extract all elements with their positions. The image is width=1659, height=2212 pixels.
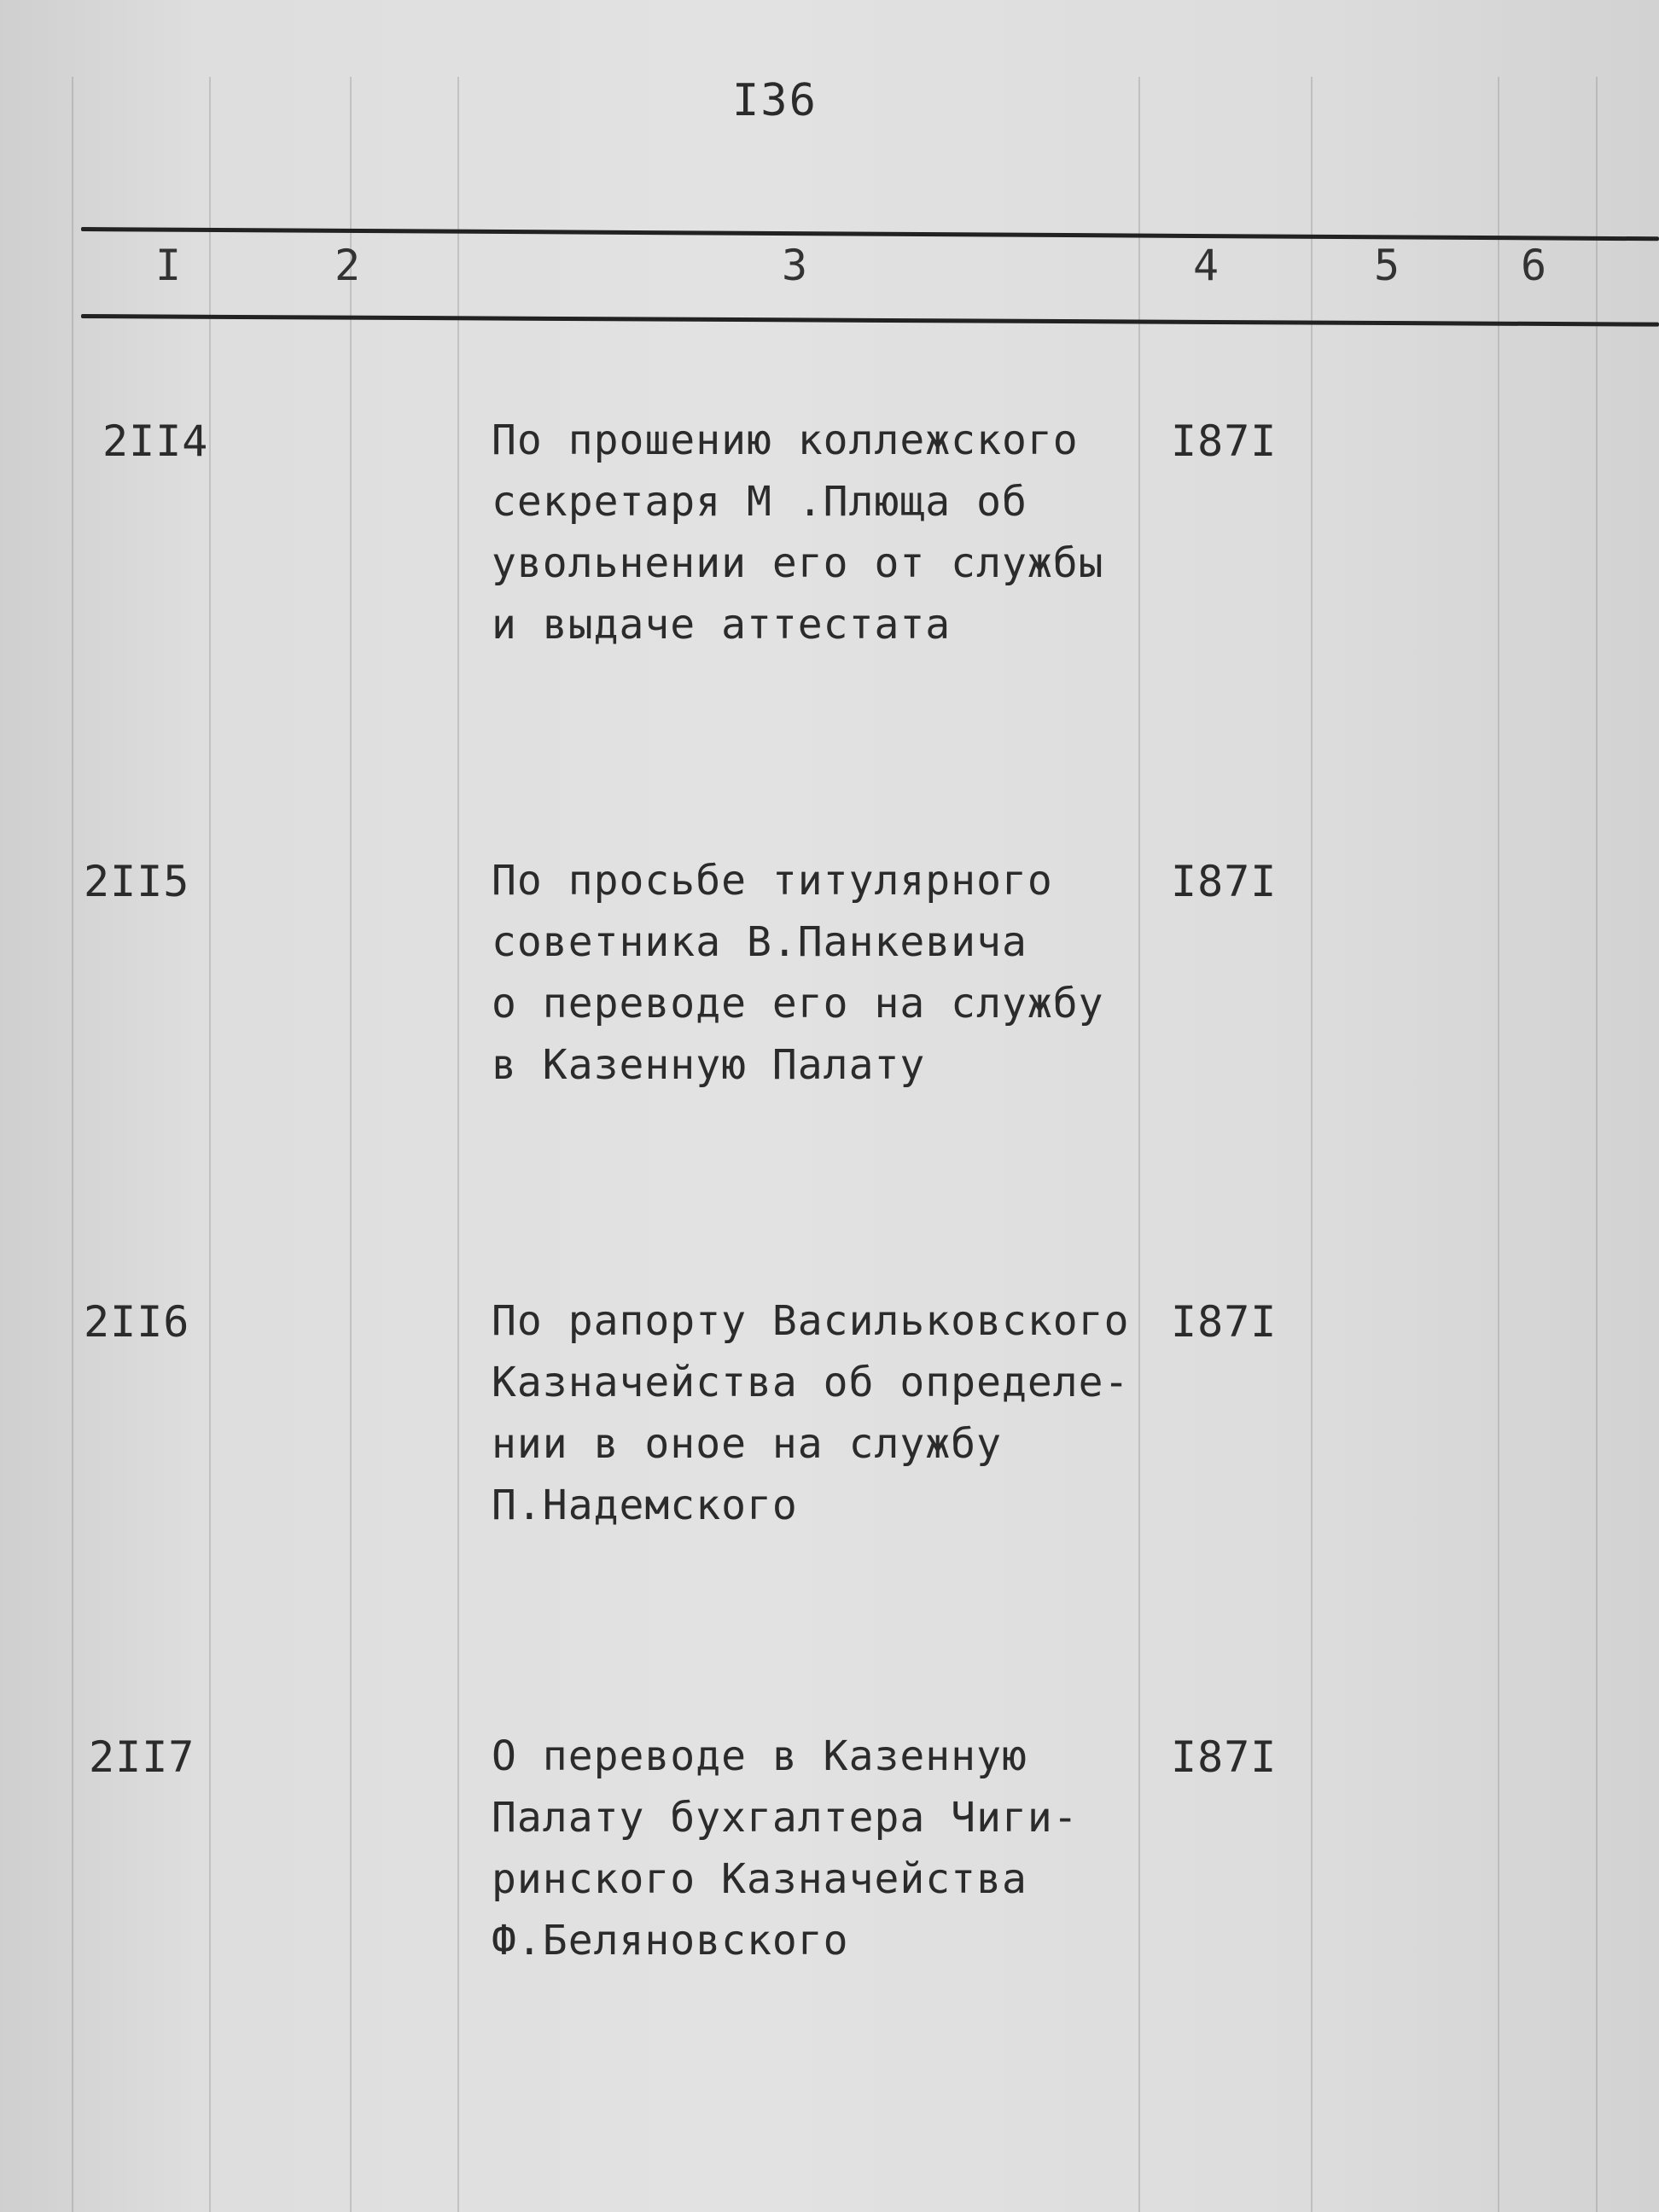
column-divider <box>1596 77 1598 2212</box>
entry-line: увольнении его от службы <box>492 539 1104 587</box>
entry-line: в Казенную Палату <box>492 1041 926 1089</box>
column-header-6: 6 <box>1521 241 1547 290</box>
entry-line: П.Надемского <box>492 1481 798 1529</box>
entry-line: По прошению коллежского <box>492 416 1079 464</box>
entry-line: о переводе его на службу <box>492 980 1104 1027</box>
header-rule-bottom <box>81 314 1659 327</box>
page-number: I36 <box>732 75 818 126</box>
entry-line: Казначейства об определе- <box>492 1359 1130 1406</box>
column-divider <box>72 77 73 2212</box>
column-header-2: 2 <box>335 241 361 290</box>
column-divider <box>457 77 459 2212</box>
entry-line: Ф.Беляновского <box>492 1917 849 1965</box>
entry-number: 2II6 <box>84 1297 190 1347</box>
header-rule-top <box>81 227 1659 241</box>
entry-line: советника В.Панкевича <box>492 918 1027 966</box>
entry-line: и выдаче аттестата <box>492 601 952 649</box>
column-header-5: 5 <box>1374 241 1400 290</box>
entry-year: I87I <box>1171 416 1278 466</box>
column-header-4: 4 <box>1193 241 1220 290</box>
entry-line: О переводе в Казенную <box>492 1732 1027 1780</box>
entry-year: I87I <box>1171 1297 1278 1347</box>
entry-year: I87I <box>1171 857 1278 906</box>
entry-description <box>492 1726 1260 1971</box>
entry-description <box>492 410 1260 655</box>
entry-description <box>492 850 1260 1096</box>
entry-number: 2II4 <box>102 416 209 466</box>
entry-number: 2II7 <box>89 1732 195 1782</box>
entry-number: 2II5 <box>84 857 190 906</box>
entry-line: ринского Казначейства <box>492 1855 1027 1903</box>
column-divider <box>209 77 211 2212</box>
entry-line: По рапорту Васильковского <box>492 1297 1130 1345</box>
entry-year: I87I <box>1171 1732 1278 1782</box>
column-divider <box>350 77 352 2212</box>
entry-description <box>492 1290 1260 1536</box>
column-header-3: 3 <box>782 241 808 290</box>
entry-line: Палату бухгалтера Чиги- <box>492 1794 1079 1842</box>
entry-line: секретаря М .Плюща об <box>492 478 1027 526</box>
column-divider <box>1311 77 1313 2212</box>
column-divider <box>1498 77 1499 2212</box>
entry-line: нии в оное на службу <box>492 1420 1002 1468</box>
column-header-1: I <box>155 241 182 290</box>
entry-line: По просьбе титулярного <box>492 857 1053 905</box>
